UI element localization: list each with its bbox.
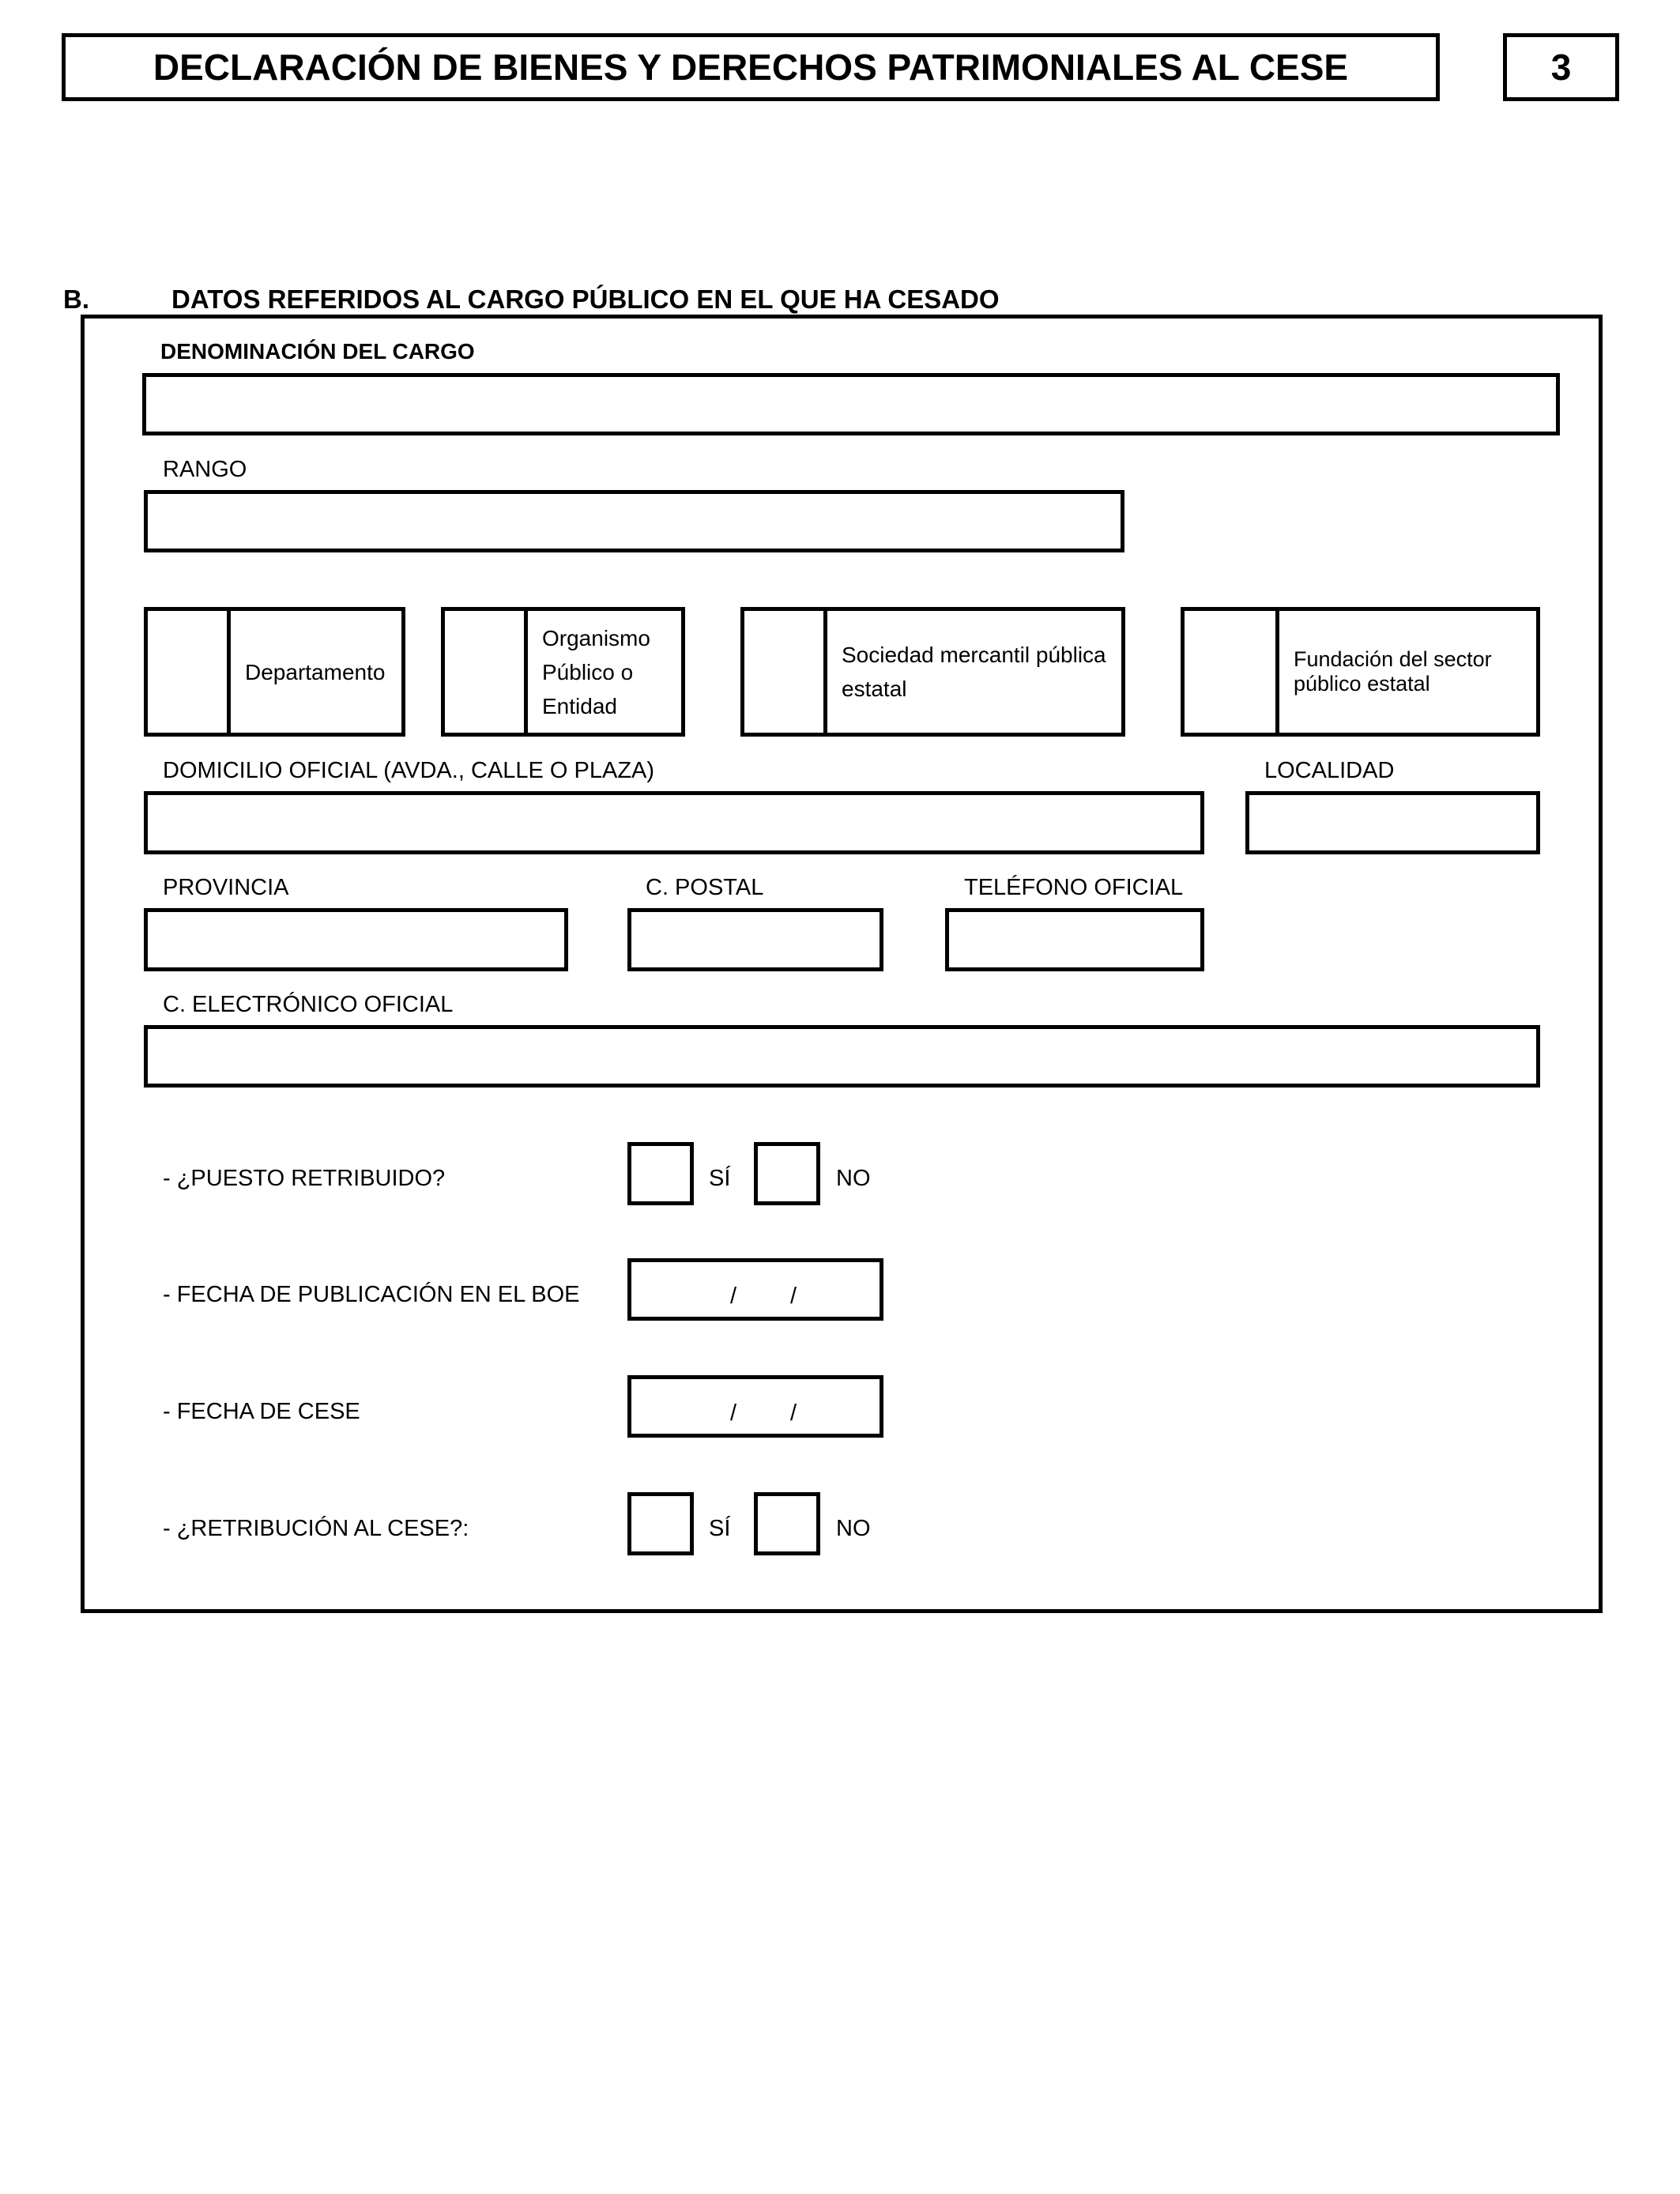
provincia-field[interactable] <box>144 908 568 971</box>
fecha-cese-separator-1: / <box>730 1400 737 1426</box>
fecha-boe-separator-1: / <box>730 1284 737 1309</box>
puesto-retribuido-si-label: SÍ <box>709 1166 731 1191</box>
codigo-postal-field[interactable] <box>627 908 883 971</box>
puesto-retribuido-no-label: NO <box>836 1166 871 1191</box>
fecha-cese-field[interactable] <box>627 1375 883 1438</box>
sociedad-checkbox[interactable] <box>744 611 827 733</box>
puesto-retribuido-si-checkbox[interactable] <box>627 1142 694 1205</box>
domicilio-label: DOMICILIO OFICIAL (AVDA., CALLE O PLAZA) <box>163 758 655 783</box>
section-title: DATOS REFERIDOS AL CARGO PÚBLICO EN EL QUE HA CESADO <box>171 285 1000 314</box>
fundacion-label: Fundación del sector público estatal <box>1294 647 1492 696</box>
organismo-label: Organismo Público o Entidad <box>542 625 650 718</box>
organismo-checkbox[interactable] <box>445 611 528 733</box>
entity-departamento[interactable] <box>144 607 405 737</box>
localidad-label: LOCALIDAD <box>1264 758 1395 783</box>
fecha-boe-field[interactable] <box>627 1258 883 1321</box>
section-letter: B. <box>63 285 89 314</box>
retribucion-cese-no-label: NO <box>836 1516 871 1541</box>
denominacion-field[interactable] <box>142 373 1560 435</box>
correo-field[interactable] <box>144 1025 1540 1088</box>
telefono-field[interactable] <box>945 908 1204 971</box>
fundacion-checkbox[interactable] <box>1185 611 1279 733</box>
entity-organismo[interactable] <box>441 607 685 737</box>
codigo-postal-label: C. POSTAL <box>646 875 764 900</box>
localidad-field[interactable] <box>1245 791 1540 854</box>
puesto-retribuido-no-checkbox[interactable] <box>754 1142 820 1205</box>
departamento-checkbox[interactable] <box>148 611 231 733</box>
form-title-text: DECLARACIÓN DE BIENES Y DERECHOS PATRIMONIALES AL CESE <box>153 47 1349 88</box>
puesto-retribuido-label: - ¿PUESTO RETRIBUIDO? <box>163 1166 446 1191</box>
retribucion-cese-no-checkbox[interactable] <box>754 1492 820 1555</box>
sociedad-label: Sociedad mercantil pública estatal <box>842 643 1106 701</box>
retribucion-cese-si-checkbox[interactable] <box>627 1492 694 1555</box>
fecha-cese-separator-2: / <box>790 1400 797 1426</box>
denominacion-label: DENOMINACIÓN DEL CARGO <box>160 339 475 364</box>
departamento-label: Departamento <box>245 659 386 684</box>
telefono-label: TELÉFONO OFICIAL <box>964 875 1184 900</box>
entity-sociedad[interactable] <box>740 607 1125 737</box>
provincia-label: PROVINCIA <box>163 875 289 900</box>
correo-label: C. ELECTRÓNICO OFICIAL <box>163 992 454 1017</box>
rango-label: RANGO <box>163 457 247 482</box>
form-title <box>62 33 1440 101</box>
page-number <box>1503 33 1619 101</box>
fecha-cese-label: - FECHA DE CESE <box>163 1399 360 1424</box>
retribucion-cese-label: - ¿RETRIBUCIÓN AL CESE?: <box>163 1516 469 1541</box>
fecha-boe-label: - FECHA DE PUBLICACIÓN EN EL BOE <box>163 1282 580 1307</box>
rango-field[interactable] <box>144 490 1124 552</box>
retribucion-cese-si-label: SÍ <box>709 1516 731 1541</box>
page-number-text: 3 <box>1550 47 1572 88</box>
entity-fundacion[interactable] <box>1181 607 1540 737</box>
domicilio-field[interactable] <box>144 791 1204 854</box>
fecha-boe-separator-2: / <box>790 1284 797 1309</box>
